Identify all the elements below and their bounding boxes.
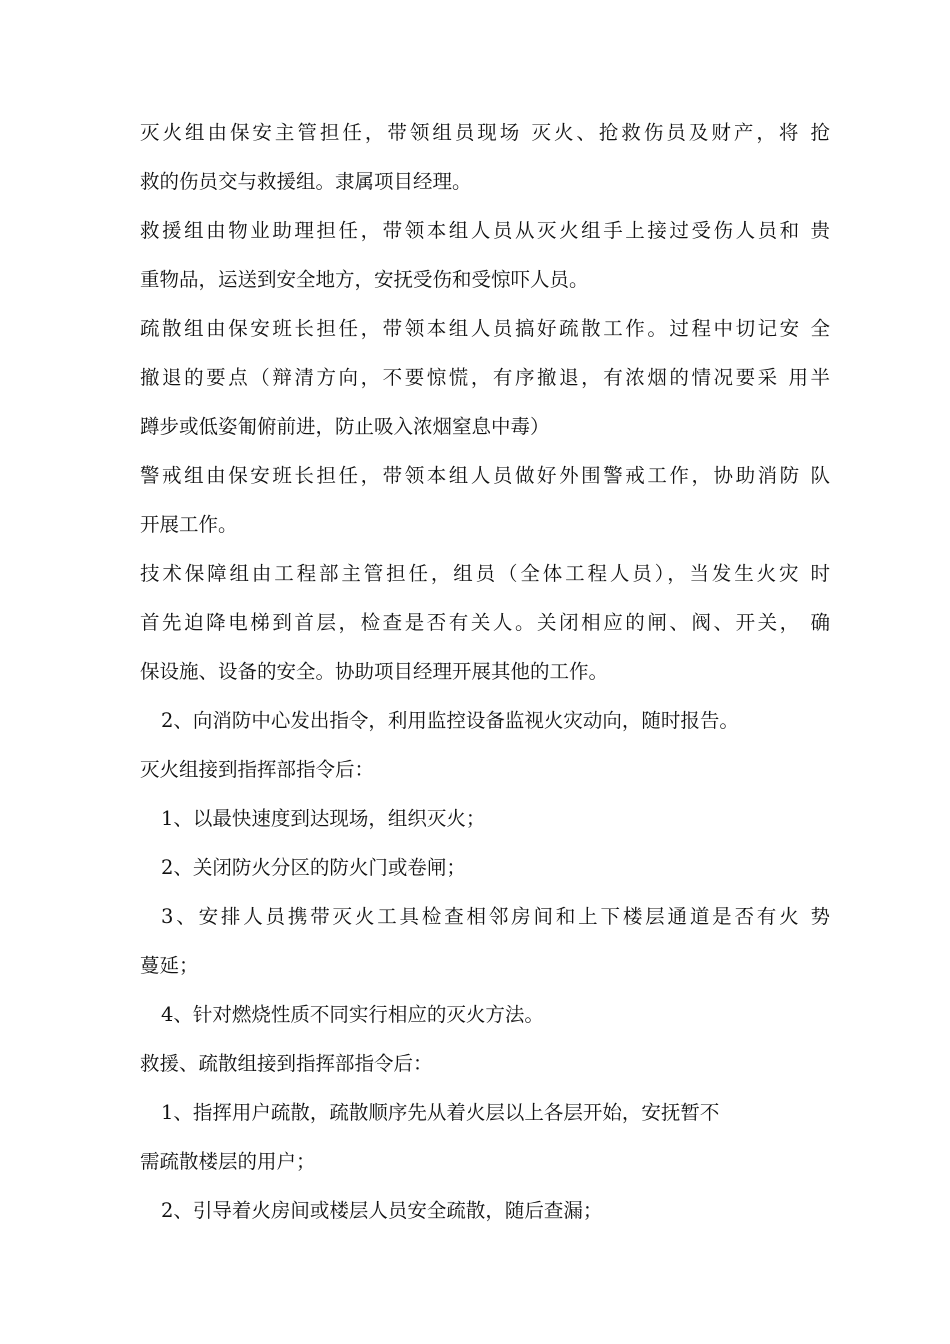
section-heading: 灭火组接到指挥部指令后： <box>140 758 375 781</box>
paragraph-line: 蹲步或低姿匍俯前进，防止吸入浓烟窒息中毒） <box>140 415 550 438</box>
paragraph-line: 撤退的要点（辩清方向，不要惊慌，有序撤退，有浓烟的情况要采 用半 <box>140 366 830 389</box>
list-item: 3、安排人员携带灭火工具检查相邻房间和上下楼层通道是否有火 势 <box>161 905 830 928</box>
list-item: 1、指挥用户疏散，疏散顺序先从着火层以上各层开始，安抚暂不 <box>161 1101 720 1124</box>
paragraph-line: 疏散组由保安班长担任，带领本组人员搞好疏散工作。过程中切记安 全 <box>140 317 830 340</box>
list-item-continuation: 蔓延； <box>140 954 199 977</box>
paragraph-line: 救的伤员交与救援组。隶属项目经理。 <box>140 170 472 193</box>
list-item: 1、以最快速度到达现场，组织灭火； <box>161 807 486 830</box>
paragraph-line: 警戒组由保安班长担任，带领本组人员做好外围警戒工作，协助消防 队 <box>140 464 830 487</box>
paragraph-line: 技术保障组由工程部主管担任，组员（全体工程人员），当发生火灾 时 <box>140 562 830 585</box>
section-heading: 救援、疏散组接到指挥部指令后： <box>140 1052 433 1075</box>
list-item: 4、针对燃烧性质不同实行相应的灭火方法。 <box>161 1003 544 1026</box>
list-item: 2、向消防中心发出指令，利用监控设备监视火灾动向，随时报告。 <box>161 709 739 732</box>
paragraph-line: 开展工作。 <box>140 513 238 536</box>
paragraph-line: 灭火组由保安主管担任，带领组员现场 灭火、抢救伤员及财产，将 抢 <box>140 121 830 144</box>
paragraph-line: 重物品，运送到安全地方，安抚受伤和受惊吓人员。 <box>140 268 589 291</box>
list-item-continuation: 需疏散楼层的用户； <box>140 1150 316 1173</box>
list-item: 2、引导着火房间或楼层人员安全疏散，随后查漏； <box>161 1199 603 1222</box>
document-body <box>140 108 830 1235</box>
list-item: 2、关闭防火分区的防火门或卷闸； <box>161 856 466 879</box>
paragraph-line: 救援组由物业助理担任，带领本组人员从灭火组手上接过受伤人员和 贵 <box>140 219 830 242</box>
paragraph-line: 首先迫降电梯到首层，检查是否有关人。关闭相应的闸、阀、开关， 确 <box>140 611 830 634</box>
paragraph-line: 保设施、设备的安全。协助项目经理开展其他的工作。 <box>140 660 609 683</box>
